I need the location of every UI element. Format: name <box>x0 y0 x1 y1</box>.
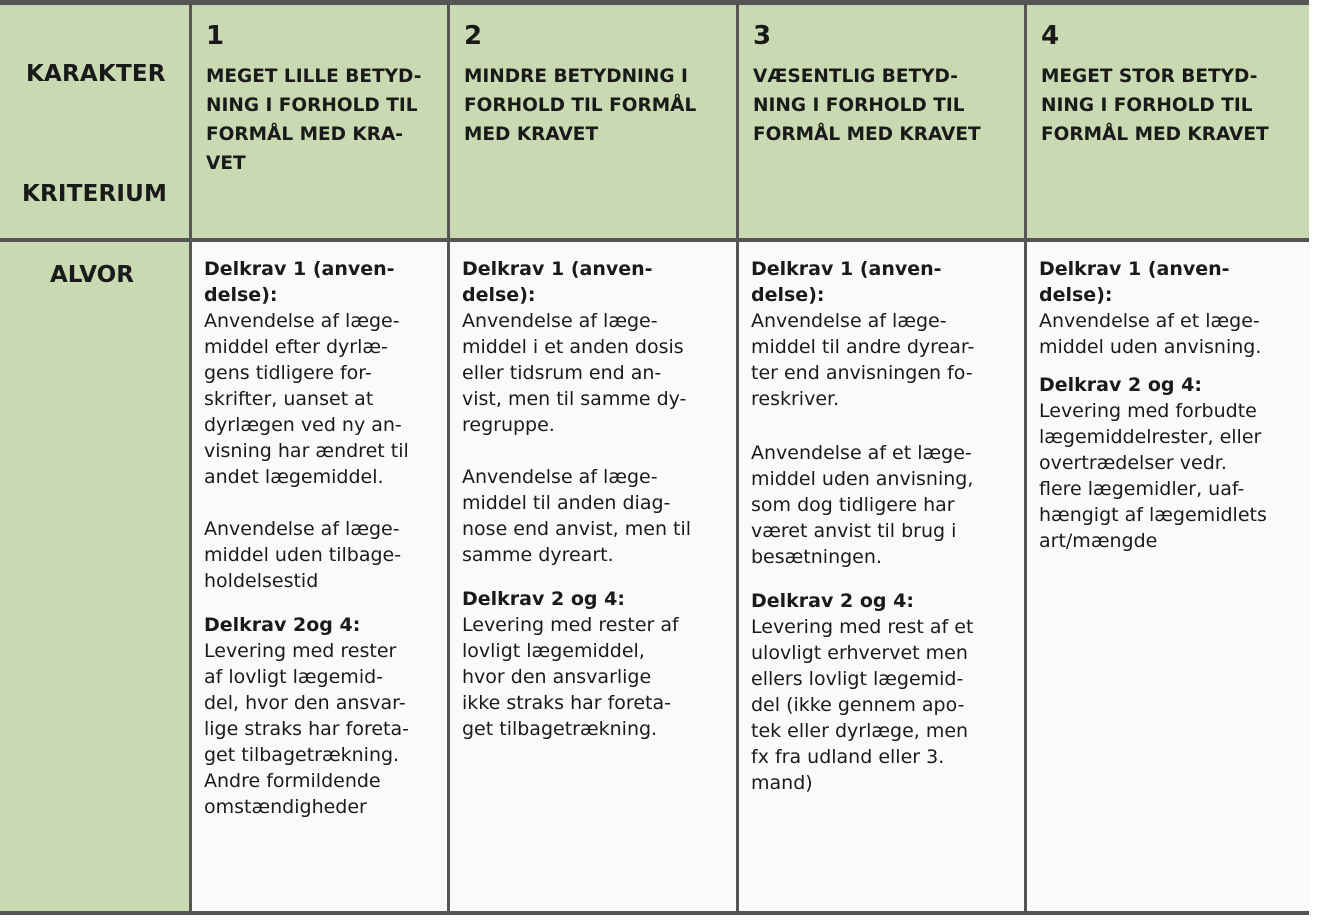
text-line: af lovligt lægemid- <box>204 666 384 688</box>
text-line: omstændigheder <box>204 796 367 818</box>
criteria-cell-4 <box>1027 242 1309 914</box>
grade-description-line: VÆSENTLIG BETYD- <box>753 66 958 87</box>
text-line: Levering med rest af et <box>751 616 974 638</box>
text-line: gens tidligere for- <box>204 362 372 384</box>
grade-header-1 <box>192 5 450 238</box>
subheading: Delkrav 2 og 4: <box>1039 374 1202 396</box>
cell-content <box>204 256 441 820</box>
table-row-alvor <box>0 242 1309 914</box>
subheading: delse): <box>204 284 278 306</box>
text-line: middel uden anvisning, <box>751 468 974 490</box>
grade-description <box>753 62 1014 149</box>
grade-description-line: MINDRE BETYDNING I <box>464 66 688 87</box>
text-line: lægemiddelrester, eller <box>1039 426 1262 448</box>
text-line: ter end anvisningen fo- <box>751 362 973 384</box>
grade-description-line: NING I FORHOLD TIL <box>206 95 418 116</box>
subheading: Delkrav 1 (anven- <box>462 258 653 280</box>
text-line: skrifter, uanset at <box>204 388 374 410</box>
text-line: middel i et anden dosis <box>462 336 684 358</box>
header-row <box>0 5 1309 242</box>
grade-description-line: MEGET STOR BETYD- <box>1041 66 1258 87</box>
criteria-cell-1 <box>192 242 450 914</box>
text-line: ikke straks har foreta- <box>462 692 671 714</box>
grade-number: 1 <box>206 21 225 51</box>
text-line: overtrædelser vedr. <box>1039 452 1227 474</box>
text-line: regruppe. <box>462 414 555 436</box>
grade-description-line: FORHOLD TIL FORMÅL <box>464 95 697 116</box>
text-line: hængigt af lægemidlets <box>1039 504 1267 526</box>
grade-header-3 <box>739 5 1027 238</box>
text-line: Levering med rester <box>204 640 397 662</box>
text-line: flere lægemidler, uaf- <box>1039 478 1245 500</box>
text-line: holdelsestid <box>204 570 319 592</box>
text-line: middel til anden diag- <box>462 492 671 514</box>
text-line: get tilbagetrækning. <box>204 744 400 766</box>
table-bottom-border <box>0 911 1309 915</box>
grade-description-line: MEGET LILLE BETYD- <box>206 66 422 87</box>
text-line: Anvendelse af læge- <box>462 466 658 488</box>
corner-label-kriterium: KRITERIUM <box>22 181 168 207</box>
text-line: lige straks har foreta- <box>204 718 409 740</box>
text-line: Anvendelse af et læge- <box>751 442 972 464</box>
grade-description <box>464 62 726 149</box>
subheading: Delkrav 2 og 4: <box>462 588 625 610</box>
grade-description-line: NING I FORHOLD TIL <box>753 95 965 116</box>
text-line: Anvendelse af læge- <box>462 310 658 332</box>
text-line: som dog tidligere har <box>751 494 955 516</box>
grade-header-2 <box>450 5 739 238</box>
grade-number: 2 <box>464 21 483 51</box>
text-line: fx fra udland eller 3. <box>751 746 945 768</box>
text-line: lovligt lægemiddel, <box>462 640 645 662</box>
grade-description-line: FORMÅL MED KRAVET <box>1041 124 1269 145</box>
text-line: Levering med rester af <box>462 614 679 636</box>
grade-description-line: NING I FORHOLD TIL <box>1041 95 1253 116</box>
text-line: dyrlægen ved ny an- <box>204 414 402 436</box>
text-line: hvor den ansvarlige <box>462 666 652 688</box>
subheading: delse): <box>751 284 825 306</box>
cell-content <box>1039 256 1303 554</box>
text-line: get tilbagetrækning. <box>462 718 658 740</box>
text-line: vist, men til samme dy- <box>462 388 687 410</box>
subheading: Delkrav 2 og 4: <box>751 590 914 612</box>
text-line: samme dyreart. <box>462 544 614 566</box>
grade-description <box>206 62 437 178</box>
text-line: Levering med forbudte <box>1039 400 1257 422</box>
grade-description <box>1041 62 1299 149</box>
text-line: ellers lovligt lægemid- <box>751 668 964 690</box>
cell-content <box>462 256 730 742</box>
text-line: Anvendelse af læge- <box>751 310 947 332</box>
text-line: mand) <box>751 772 813 794</box>
text-line: Anvendelse af et læge- <box>1039 310 1260 332</box>
grade-number: 4 <box>1041 21 1060 51</box>
text-line: andet lægemiddel. <box>204 466 384 488</box>
subheading: delse): <box>462 284 536 306</box>
text-line: middel uden anvisning. <box>1039 336 1262 358</box>
text-line: middel til andre dyrear- <box>751 336 975 358</box>
grade-header-4 <box>1027 5 1309 238</box>
text-line: ulovligt erhvervet men <box>751 642 968 664</box>
grade-description-line: VET <box>206 153 246 174</box>
cell-content <box>751 256 1018 796</box>
corner-label-karakter: KARAKTER <box>26 61 166 87</box>
text-line: været anvist til brug i <box>751 520 957 542</box>
subheading: Delkrav 1 (anven- <box>1039 258 1230 280</box>
grade-description-line: FORMÅL MED KRAVET <box>753 124 981 145</box>
text-line: visning har ændret til <box>204 440 409 462</box>
row-label-cell <box>0 242 192 914</box>
text-line: del (ikke gennem apo- <box>751 694 965 716</box>
text-line: nose end anvist, men til <box>462 518 692 540</box>
text-line: middel uden tilbage- <box>204 544 402 566</box>
grade-number: 3 <box>753 21 772 51</box>
text-line: besætningen. <box>751 546 882 568</box>
text-line: eller tidsrum end an- <box>462 362 662 384</box>
subheading: Delkrav 1 (anven- <box>751 258 942 280</box>
text-line: reskriver. <box>751 388 840 410</box>
subheading: Delkrav 2og 4: <box>204 614 361 636</box>
subheading: Delkrav 1 (anven- <box>204 258 395 280</box>
text-line: Andre formildende <box>204 770 381 792</box>
text-line: tek eller dyrlæge, men <box>751 720 969 742</box>
text-line: Anvendelse af læge- <box>204 310 400 332</box>
text-line: middel efter dyrlæ- <box>204 336 388 358</box>
criteria-cell-3 <box>739 242 1027 914</box>
subheading: delse): <box>1039 284 1113 306</box>
grade-description-line: FORMÅL MED KRA- <box>206 124 403 145</box>
grade-description-line: MED KRAVET <box>464 124 599 145</box>
row-label: ALVOR <box>50 262 134 288</box>
corner-cell <box>0 5 192 238</box>
text-line: art/mængde <box>1039 530 1158 552</box>
criteria-cell-2 <box>450 242 739 914</box>
text-line: del, hvor den ansvar- <box>204 692 406 714</box>
text-line: Anvendelse af læge- <box>204 518 400 540</box>
